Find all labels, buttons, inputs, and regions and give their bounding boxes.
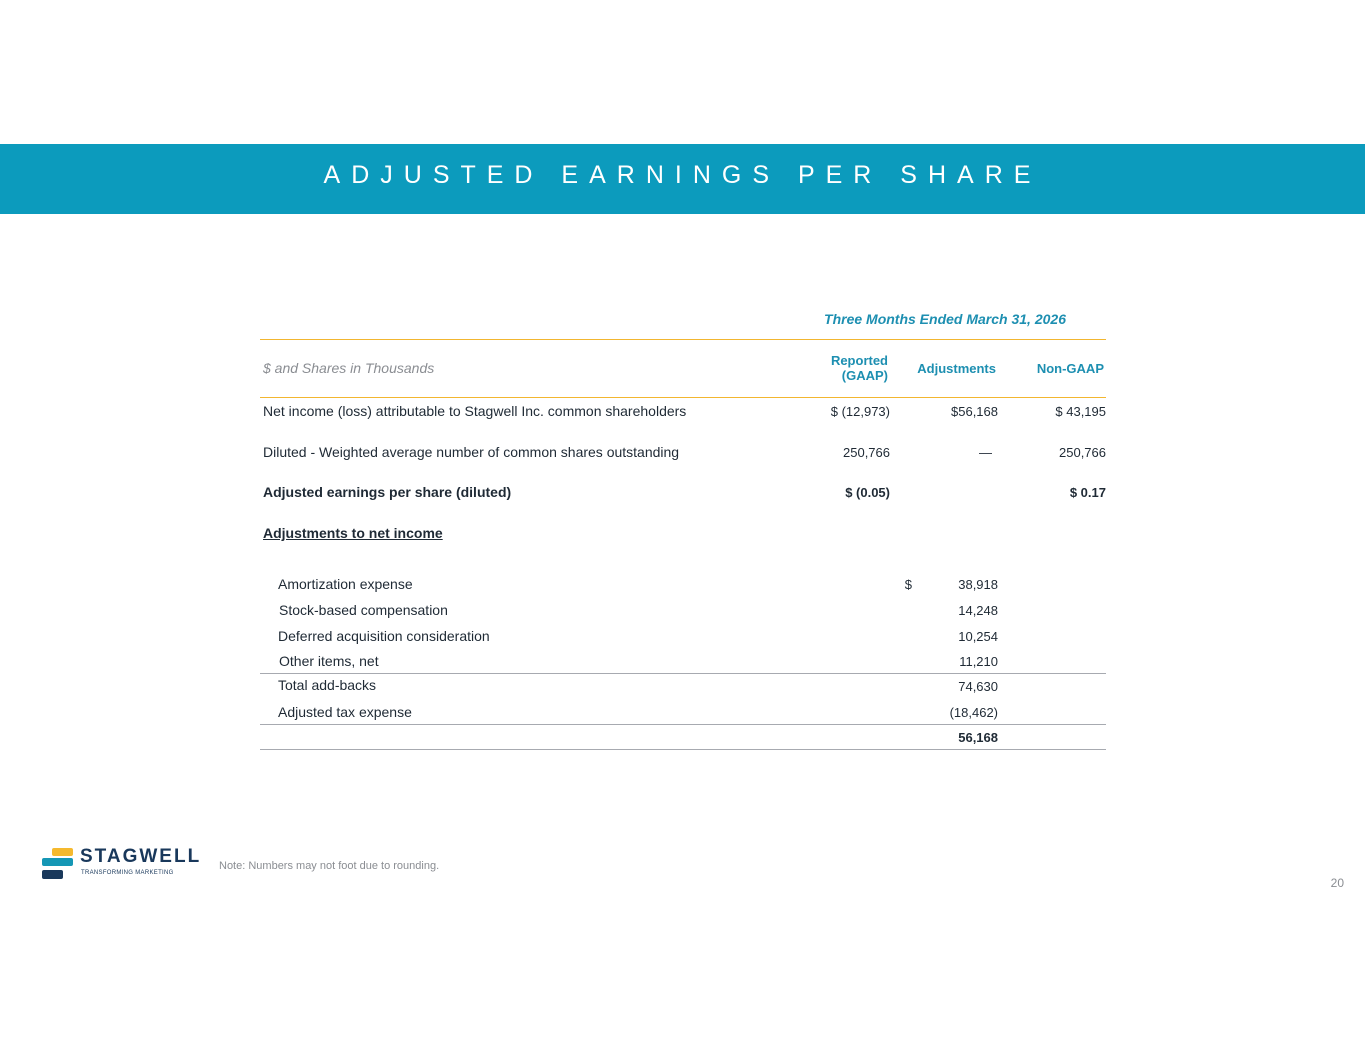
adjustments-value: — (979, 445, 992, 460)
period-title: Three Months Ended March 31, 2026 (824, 311, 1066, 327)
adjustment-value: (18,462) (949, 705, 998, 720)
adjustment-value: 11,210 (959, 654, 998, 669)
adjustment-label: Total add-backs (278, 677, 377, 693)
column-header-reported-line1: Reported (830, 353, 888, 368)
adjustment-value: 10,254 (958, 629, 998, 644)
reported-value: $ (12,973) (830, 404, 890, 419)
column-header-adjustments: Adjustments (917, 361, 996, 376)
logo-tagline: TRANSFORMING MARKETING (81, 870, 174, 876)
stagwell-logo (40, 846, 210, 882)
currency-symbol: $ (904, 577, 912, 592)
adjustment-label: Stock-based compensation (279, 602, 448, 618)
adjustment-label: Other items, net (279, 653, 379, 669)
adjustment-value: 74,630 (958, 679, 998, 694)
total-bottom-rule (260, 749, 1106, 750)
non-gaap-value: 250,766 (1059, 445, 1106, 460)
row-label: Net income (loss) attributable to Stagwell Inc. common shareholders (263, 403, 687, 419)
non-gaap-value: $ 43,195 (1055, 404, 1106, 419)
reported-value: 250,766 (843, 445, 890, 460)
header-bottom-rule (260, 397, 1106, 398)
logo-wordmark: STAGWELL (80, 846, 202, 867)
page-title: ADJUSTED EARNINGS PER SHARE (323, 161, 1042, 189)
column-header-non-gaap: Non-GAAP (1036, 361, 1104, 376)
adjustment-value: 38,918 (958, 577, 998, 592)
adjustments-value: $56,168 (951, 404, 998, 419)
reported-value: $ (0.05) (845, 485, 890, 500)
total-value: 56,168 (958, 730, 998, 745)
subtotal-rule (260, 673, 1106, 674)
title-banner (0, 144, 1365, 214)
column-header-reported-line2: (GAAP) (841, 368, 888, 383)
stagwell-logo-icon (40, 847, 76, 881)
non-gaap-value: $ 0.17 (1069, 485, 1106, 500)
row-label: Diluted - Weighted average number of common shares outstanding (263, 444, 680, 460)
column-header-reported (808, 353, 888, 383)
adjustment-label: Deferred acquisition consideration (278, 628, 490, 644)
adjustment-value: 14,248 (958, 603, 998, 618)
adjustment-label: Adjusted tax expense (278, 704, 412, 720)
row-label: Adjusted earnings per share (diluted) (263, 484, 512, 500)
units-label: $ and Shares in Thousands (263, 360, 435, 376)
footnote: Note: Numbers may not foot due to rounding. (219, 860, 440, 872)
header-top-rule (260, 339, 1106, 340)
page-number: 20 (1330, 876, 1344, 890)
adjustments-heading: Adjustments to net income (263, 525, 443, 541)
adjustment-label: Amortization expense (278, 576, 413, 592)
total-top-rule (260, 724, 1106, 725)
